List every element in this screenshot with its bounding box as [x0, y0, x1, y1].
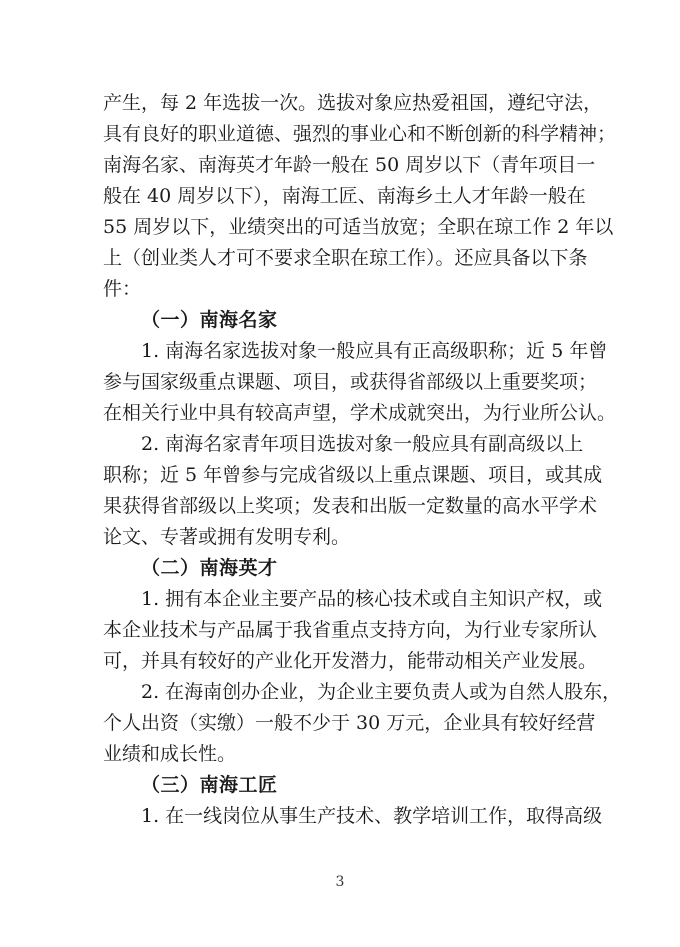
text-line: 具有良好的职业道德、强烈的事业心和不断创新的科学精神；	[103, 123, 617, 145]
text-line: 参与国家级重点课题、项目，或获得省部级以上重要奖项；	[103, 371, 598, 393]
text-line: 1. 在一线岗位从事生产技术、教学培训工作，取得高级	[141, 805, 603, 827]
page-number: 3	[335, 874, 345, 890]
text-line: 1. 南海名家选拔对象一般应具有正高级职称；近 5 年曾	[141, 340, 608, 362]
text-line: 南海名家、南海英才年龄一般在 50 周岁以下（青年项目一	[103, 154, 596, 176]
section2-item2-paragraph	[103, 677, 622, 770]
text-line: 职称；近 5 年曾参与完成省级以上重点课题、项目，或其成	[103, 464, 603, 486]
text-line: 个人出资（实缴）一般不少于 30 万元，企业具有较好经营	[103, 712, 596, 734]
text-line: 件：	[103, 278, 142, 300]
text-line: 本企业技术与产品属于我省重点支持方向，为行业专家所认	[103, 619, 598, 641]
section3-item1-paragraph	[103, 801, 603, 832]
text-line: 果获得省部级以上奖项；发表和出版一定数量的高水平学术	[103, 495, 598, 517]
text-line: 2. 在海南创办企业，为企业主要负责人或为自然人股东，	[141, 681, 622, 703]
text-line: 上（创业类人才可不要求全职在琼工作）。还应具备以下条	[103, 247, 588, 269]
text-line: 论文、专著或拥有发明专利。	[103, 526, 351, 548]
intro-paragraph	[103, 88, 617, 305]
text-line: 业绩和成长性。	[103, 743, 237, 765]
text-line: 2. 南海名家青年项目选拔对象一般应具有副高级以上	[141, 433, 584, 455]
section-heading-nanhai-yingcai: （二）南海英才	[141, 557, 278, 579]
text-line: 1. 拥有本企业主要产品的核心技术或自主知识产权，或	[141, 588, 603, 610]
section-heading-nanhai-gongjiang: （三）南海工匠	[141, 774, 278, 796]
text-line: 产生，每 2 年选拔一次。选拔对象应热爱祖国，遵纪守法，	[103, 92, 603, 114]
section2-item1-paragraph	[103, 584, 603, 677]
text-line: 55 周岁以下，业绩突出的可适当放宽；全职在琼工作 2 年以	[103, 216, 614, 238]
section1-item2-paragraph	[103, 429, 603, 553]
section-heading-nanhai-mingjia: （一）南海名家	[141, 309, 278, 331]
section1-item1-paragraph	[103, 336, 617, 429]
text-line: 般在 40 周岁以下），南海工匠、南海乡土人才年龄一般在	[103, 185, 586, 207]
text-line: 可，并具有较好的产业化开发潜力，能带动相关产业发展。	[103, 650, 598, 672]
text-line: 在相关行业中具有较高声望，学术成就突出，为行业所公认。	[103, 402, 617, 424]
document-body	[103, 88, 622, 832]
